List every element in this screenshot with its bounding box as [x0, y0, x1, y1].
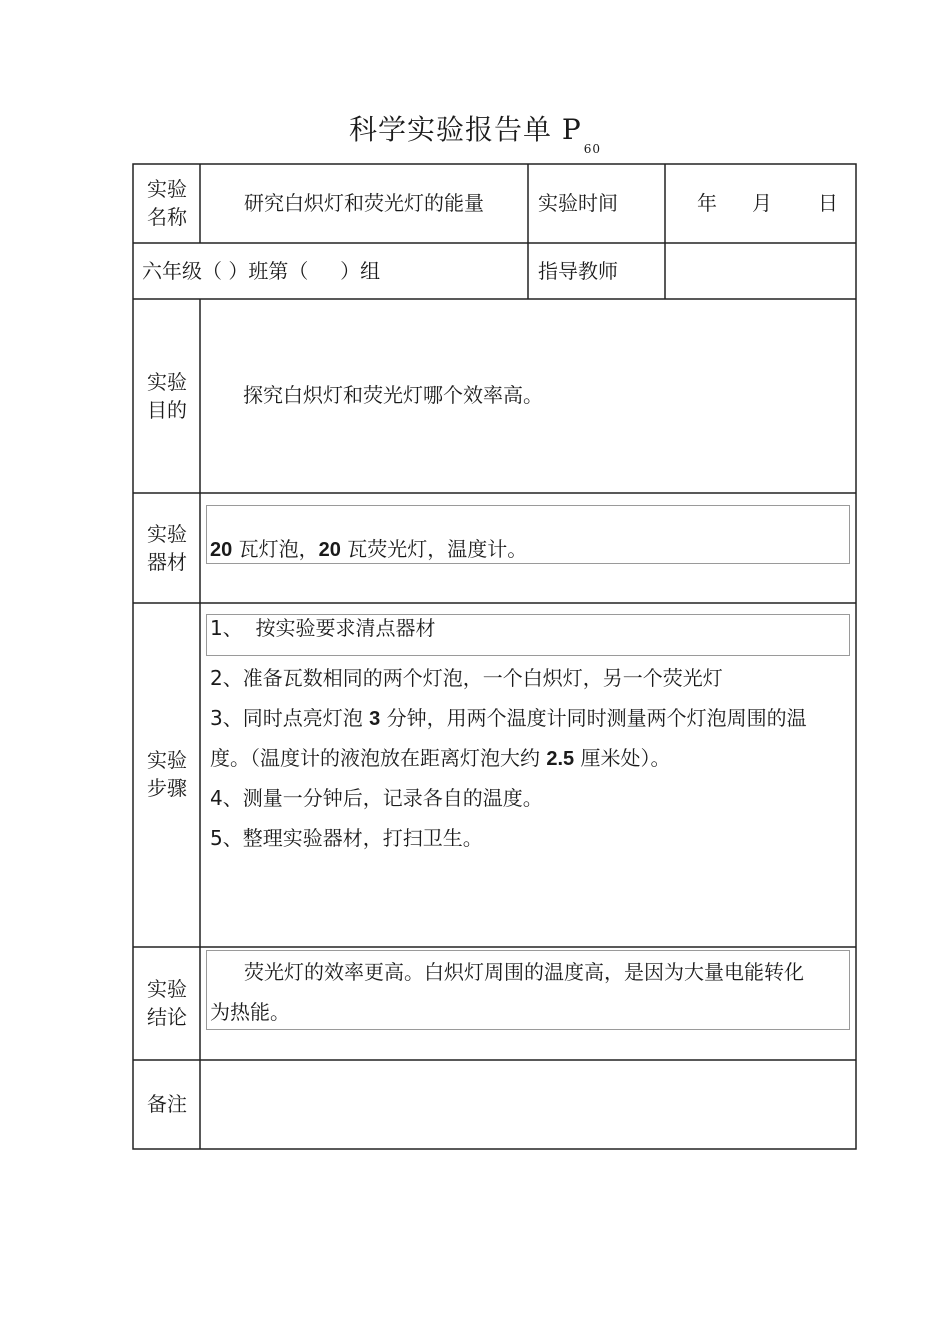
- equipment-fluorescent-text: 瓦荧光灯，温度计。: [340, 537, 528, 561]
- conclusion-label-line2: 结论: [147, 1005, 187, 1029]
- teacher-label: 指导教师: [538, 259, 618, 283]
- equipment-text: [210, 534, 527, 565]
- experiment-name-label-line2: 名称: [147, 205, 187, 229]
- step-3-text-c: 度。（温度计的液泡放在距离灯泡大约: [210, 746, 547, 770]
- step-1: 1、 按实验要求清点器材: [210, 616, 436, 640]
- step-3-text-b: 分钟，用两个温度计同时测量两个灯泡周围的温: [380, 706, 807, 730]
- conclusion-label-line1: 实验: [147, 977, 187, 1001]
- experiment-time-label: 实验时间: [538, 191, 618, 215]
- equipment-bulb-text: 瓦灯泡，: [232, 537, 319, 561]
- experiment-name-label: [134, 175, 200, 231]
- equipment-label: [134, 520, 200, 576]
- purpose-label: [134, 368, 200, 424]
- steps-label: [134, 746, 200, 802]
- step-2: 2、准备瓦数相同的两个灯泡，一个白炽灯，另一个荧光灯: [210, 666, 723, 690]
- conclusion-line-2: 为热能。: [210, 1000, 290, 1024]
- equipment-label-line1: 实验: [147, 522, 187, 546]
- date-day-label: 日: [818, 191, 838, 215]
- purpose-label-line1: 实验: [147, 370, 187, 394]
- equipment-fluorescent-watts: 20: [318, 539, 341, 561]
- steps-label-line1: 实验: [147, 748, 187, 772]
- conclusion-label: [134, 975, 200, 1031]
- step-3-line-1: [210, 703, 807, 734]
- report-title-page-number: 60: [583, 142, 602, 156]
- purpose-label-line2: 目的: [147, 398, 187, 422]
- equipment-bulb-watts: 20: [210, 539, 233, 561]
- purpose-text: 探究白炽灯和荧光灯哪个效率高。: [243, 383, 543, 407]
- notes-label: 备注: [147, 1092, 187, 1116]
- step-3-minutes: 3: [369, 708, 381, 730]
- report-title-text: 科学实验报告单 P: [348, 113, 582, 146]
- class-group-field: 六年级（ ）班第（ ）组: [142, 259, 381, 283]
- step-3-line-2: [210, 743, 671, 774]
- report-title: [0, 108, 950, 156]
- conclusion-line-1: 荧光灯的效率更高。白炽灯周围的温度高，是因为大量电能转化: [244, 960, 804, 984]
- step-3-text-d: 厘米处）。: [574, 746, 671, 770]
- experiment-name-label-line1: 实验: [147, 177, 187, 201]
- equipment-label-line2: 器材: [147, 550, 187, 574]
- date-month-label: 月: [752, 191, 772, 215]
- date-year-label: 年: [697, 191, 717, 215]
- step-4: 4、测量一分钟后，记录各自的温度。: [210, 786, 543, 810]
- experiment-name-value: 研究白炽灯和荧光灯的能量: [244, 191, 484, 215]
- step-5: 5、整理实验器材，打扫卫生。: [210, 826, 483, 850]
- step-3-distance: 2.5: [546, 748, 575, 770]
- step-3-text-a: 3、同时点亮灯泡: [210, 706, 370, 730]
- steps-label-line2: 步骤: [147, 776, 187, 800]
